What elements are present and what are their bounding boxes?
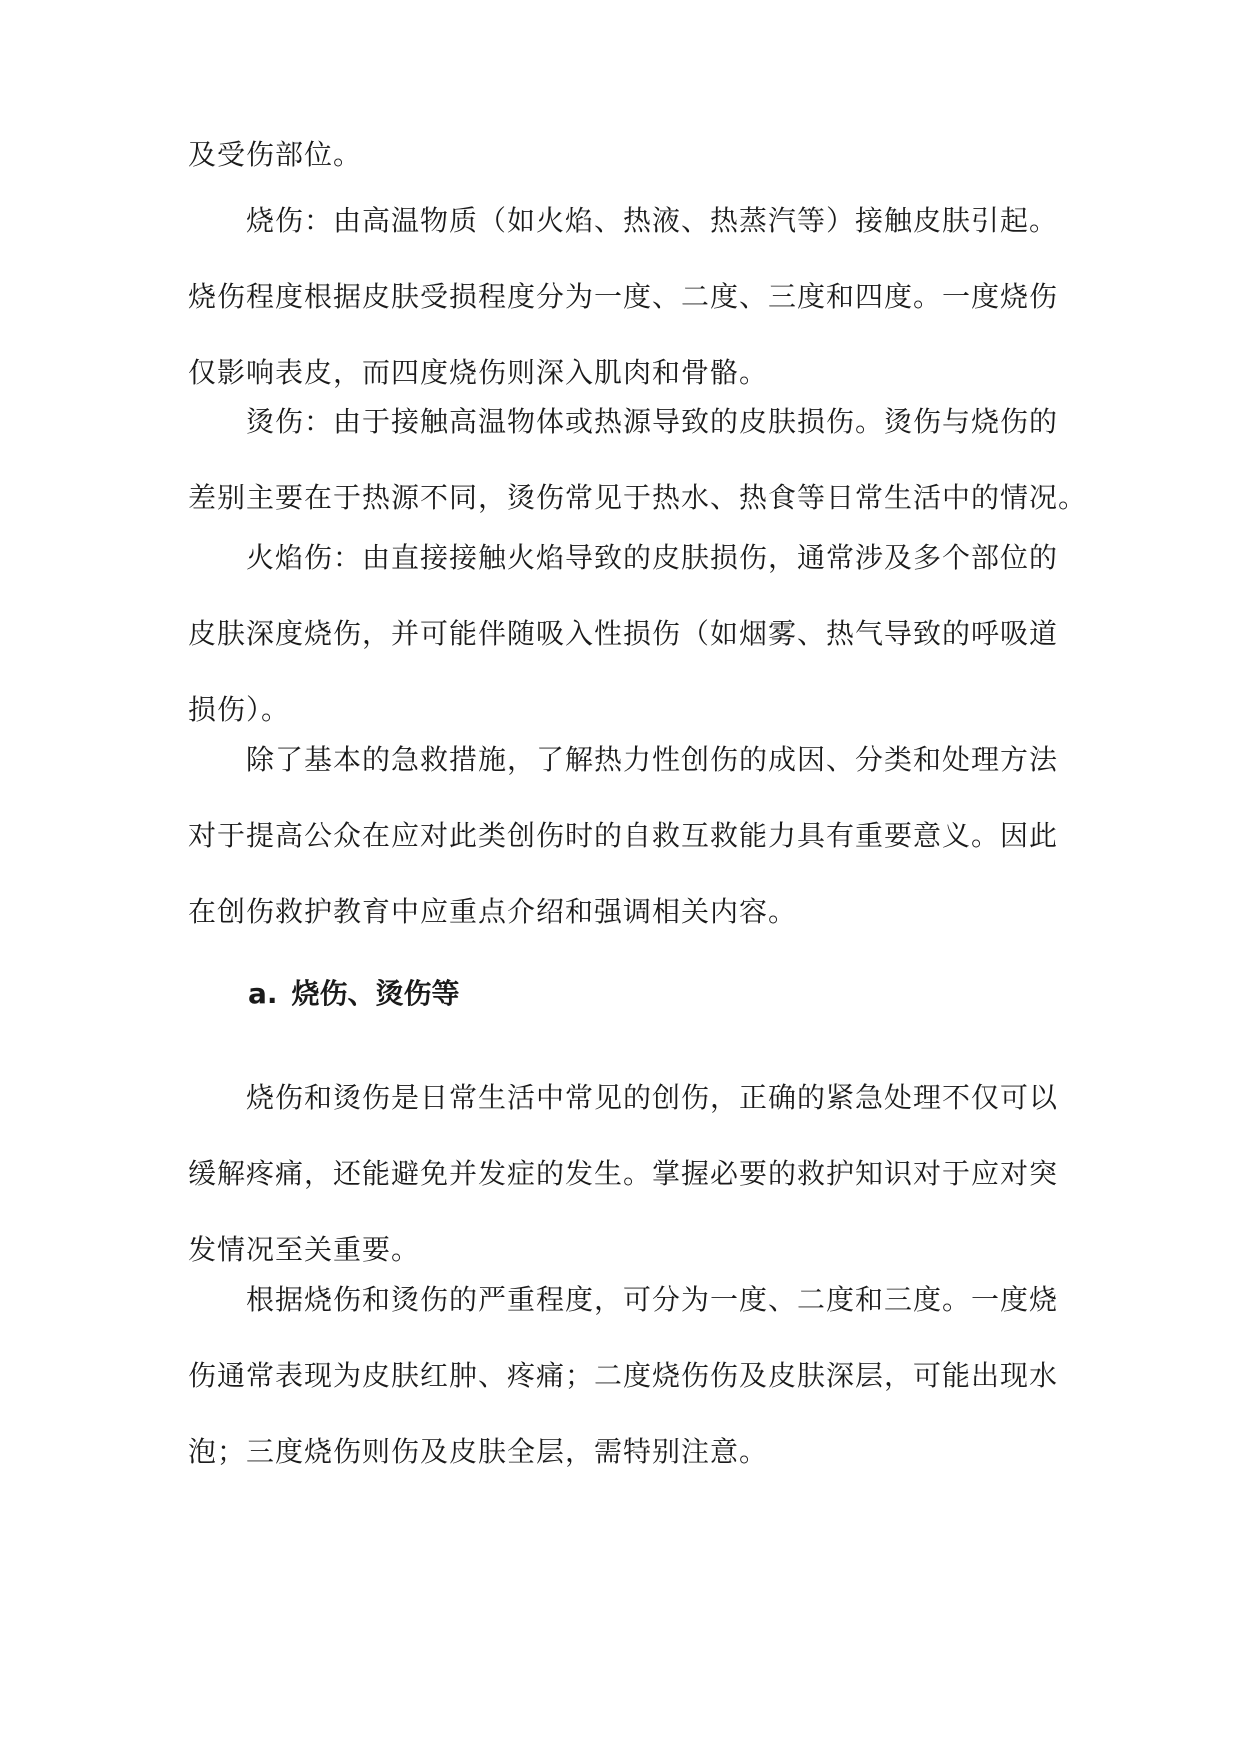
- paragraph-education-importance: [188, 722, 1058, 950]
- text-line: 火焰伤：由直接接触火焰导致的皮肤损伤，通常涉及多个部位的: [188, 541, 1059, 574]
- section-marker: a.: [248, 977, 278, 1010]
- text-line: 及受伤部位。: [188, 138, 363, 171]
- paragraph-severity-degrees: [188, 1262, 1058, 1490]
- text-line: 泡；三度烧伤则伤及皮肤全层，需特别注意。: [188, 1435, 769, 1468]
- paragraph-scald-definition: [188, 384, 1088, 536]
- text-line: 根据烧伤和烫伤的严重程度，可分为一度、二度和三度。一度烧: [188, 1283, 1059, 1316]
- section-heading: [248, 956, 460, 1032]
- text-line: 除了基本的急救措施，了解热力性创伤的成因、分类和处理方法: [188, 743, 1059, 776]
- section-title: 烧伤、烫伤等: [291, 977, 460, 1010]
- text-line: 对于提高公众在应对此类创伤时的自救互救能力具有重要意义。因此: [188, 819, 1059, 852]
- text-line: 烫伤：由于接触高温物体或热源导致的皮肤损伤。烫伤与烧伤的: [188, 405, 1059, 438]
- paragraph-flame-injury: [188, 520, 1058, 748]
- text-line: 烧伤和烫伤是日常生活中常见的创伤，正确的紧急处理不仅可以: [188, 1081, 1059, 1114]
- paragraph-burn-definition: [188, 183, 1058, 411]
- text-line: 烧伤：由高温物质（如火焰、热液、热蒸汽等）接触皮肤引起。: [188, 204, 1059, 237]
- paragraph-continuation: [188, 117, 1058, 193]
- paragraph-burn-scald-intro: [188, 1060, 1058, 1288]
- text-line: 仅影响表皮，而四度烧伤则深入肌肉和骨骼。: [188, 356, 769, 389]
- text-line: 皮肤深度烧伤，并可能伴随吸入性损伤（如烟雾、热气导致的呼吸道: [188, 617, 1059, 650]
- text-line: 差别主要在于热源不同，烫伤常见于热水、热食等日常生活中的情况。: [188, 481, 1088, 514]
- text-line: 发情况至关重要。: [188, 1233, 421, 1266]
- text-line: 缓解疼痛，还能避免并发症的发生。掌握必要的救护知识对于应对突: [188, 1157, 1059, 1190]
- text-line: 损伤）。: [188, 693, 291, 726]
- text-line: 烧伤程度根据皮肤受损程度分为一度、二度、三度和四度。一度烧伤: [188, 280, 1059, 313]
- text-line: 在创伤救护教育中应重点介绍和强调相关内容。: [188, 895, 798, 928]
- text-line: 伤通常表现为皮肤红肿、疼痛；二度烧伤伤及皮肤深层，可能出现水: [188, 1359, 1059, 1392]
